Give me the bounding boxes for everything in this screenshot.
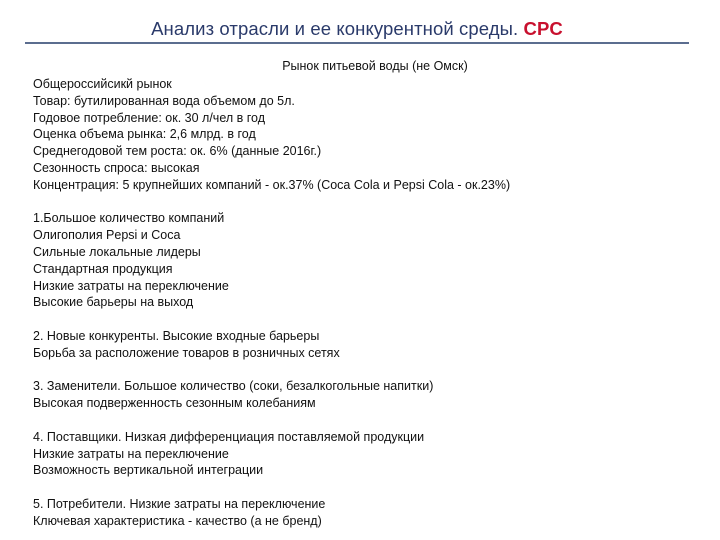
text-line: Товар: бутилированная вода объемом до 5л. [33,93,295,108]
text-line: Низкие затраты на переключение [33,278,229,293]
text-line: 2. Новые конкуренты. Высокие входные барьеры [33,328,320,343]
text-line: Стандартная продукция [33,261,173,276]
text-line: Ключевая характеристика - качество (а не бренд) [33,513,322,528]
group-rivalry [33,210,693,311]
text-line: Среднегодовой тем роста: ок. 6% (данные 2016г.) [33,144,322,159]
text-line: Сезонность спроса: высокая [33,160,200,175]
group-substitutes [33,378,693,412]
subtitle: Рынок питьевой воды (не Омск) [282,59,468,73]
text-line: Сильные локальные лидеры [33,244,201,259]
title-main: Анализ отрасли и ее конкурентной среды. [151,18,524,39]
text-line: Высокая подверженность сезонным колебаниям [33,396,316,411]
title-accent: CPC [523,18,563,39]
group-market-overview [33,76,693,194]
text-line: 4. Поставщики. Низкая дифференциация поставляемой продукции [33,429,425,444]
text-line: 5. Потребители. Низкие затраты на переключение [33,496,326,511]
text-line: 1.Большое количество компаний [33,211,225,226]
text-line: Олигополия Pepsi и Coca [33,228,181,243]
group-buyers [33,496,693,530]
text-line: Возможность вертикальной интеграции [33,463,264,478]
text-line: Концентрация: 5 крупнейших компаний - ок.37% (Coca Cola и Pepsi Cola - ок.23%) [33,177,511,192]
text-line: Низкие затраты на переключение [33,446,229,461]
title-underline [25,42,689,44]
text-line: 3. Заменители. Большое количество (соки, безалкогольные напитки) [33,379,434,394]
text-line: Годовое потребление: ок. 30 л/чел в год [33,110,265,125]
text-line: Высокие барьеры на выход [33,295,194,310]
body-text [33,76,693,530]
text-line: Оценка объема рынка: 2,6 млрд. в год [33,127,256,142]
group-suppliers [33,429,693,479]
text-line: Общероссийсикй рынок [33,77,172,91]
slide-title [25,18,689,40]
text-line: Борьба за расположение товаров в розничных сетях [33,345,340,360]
title-text [151,18,563,39]
group-new-entrants [33,328,693,362]
